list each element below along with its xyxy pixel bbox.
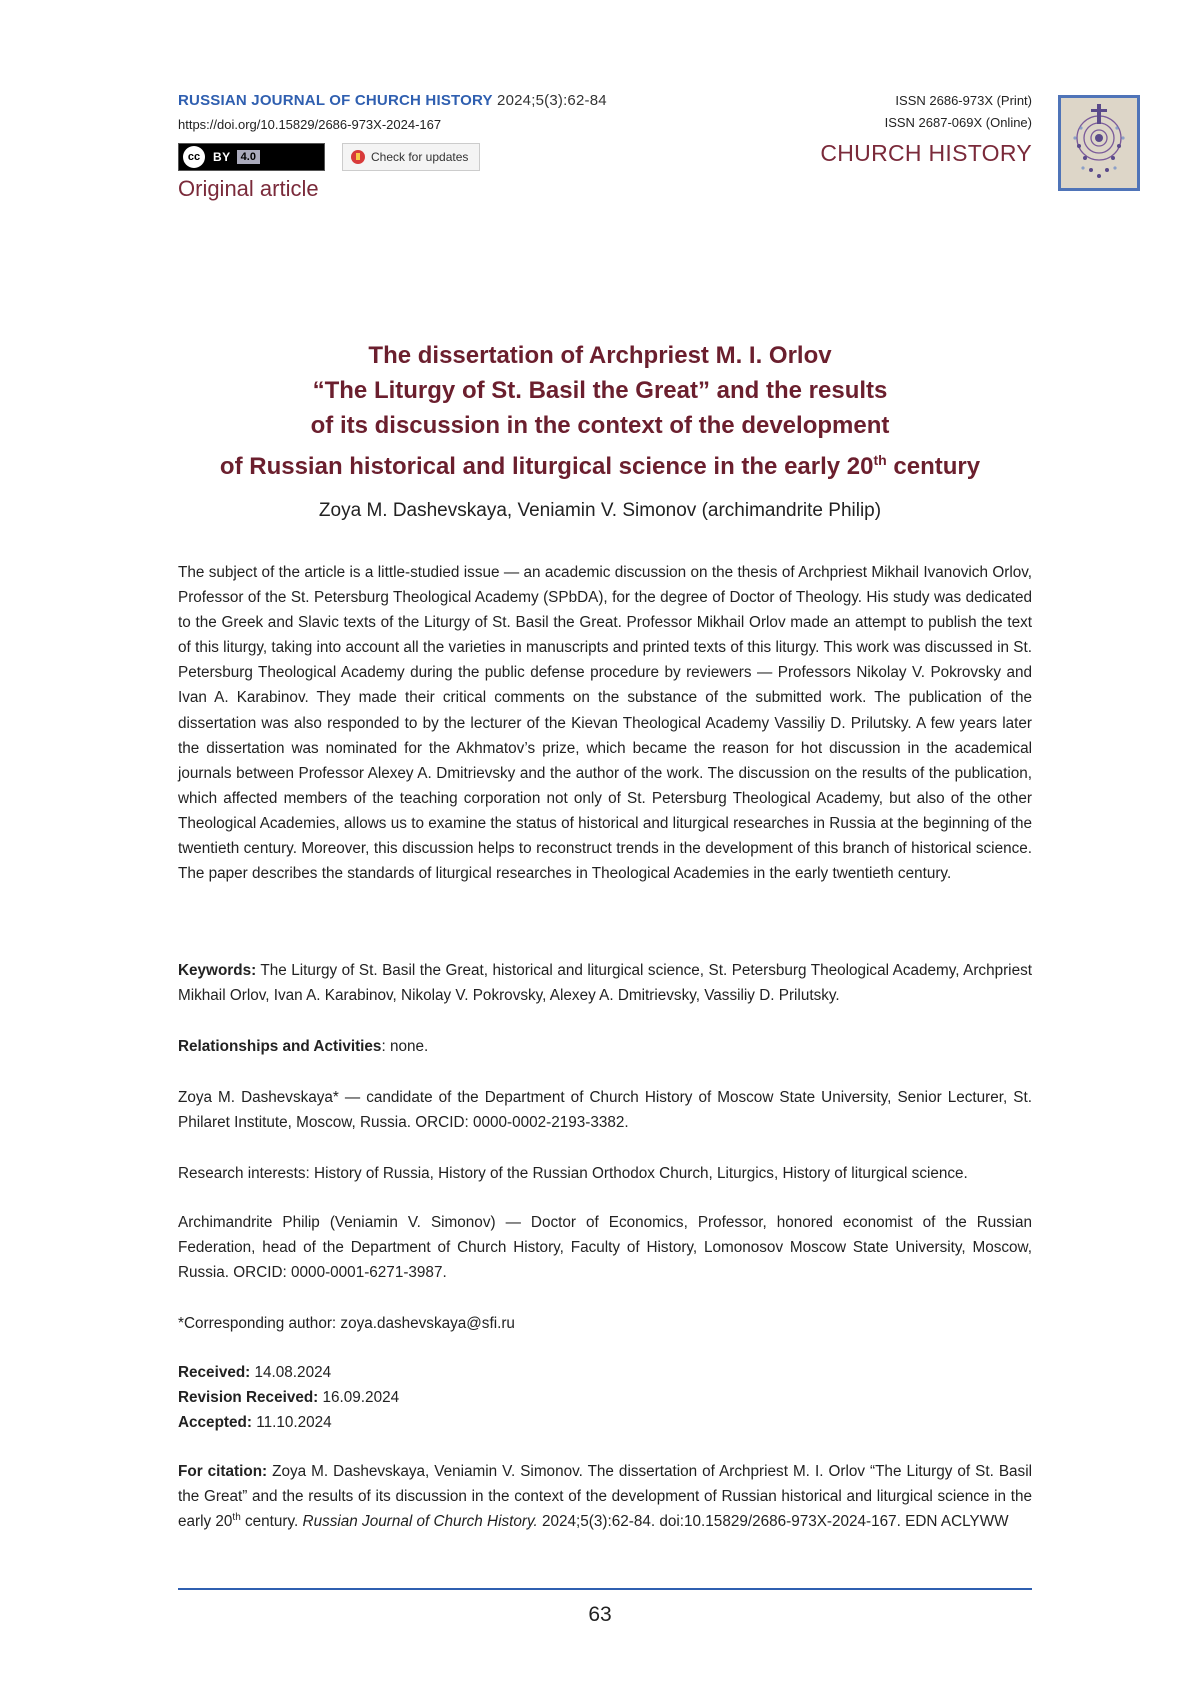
title-line-1: The dissertation of Archpriest M. I. Orlov — [368, 342, 832, 369]
journal-line — [178, 92, 607, 109]
citation: For citation: Zoya M. Dashevskaya, Veniamin V. Simonov. The dissertation of Archpriest M. I. Orlov “The Liturgy of St. Basil the Great” and the results of its discussion in the context of the development of Russian historical and liturgical science in the early 20th century. Russian Journal of Church History. 2024;5(3):62-84. doi:10.15829/2686-973X-2024-167. EDN ACLYWW — [178, 1463, 1032, 1531]
title-line-2: “The Liturgy of St. Basil the Great” and the results — [312, 377, 888, 404]
citation-journal: Russian Journal of Church History. — [302, 1513, 538, 1531]
cc-version: 4.0 — [237, 150, 260, 164]
journal-short-title: CHURCH HISTORY — [820, 140, 1032, 166]
crossmark-icon — [351, 150, 365, 164]
relationships-text: : none. — [381, 1038, 429, 1055]
check-for-updates-button[interactable] — [342, 143, 480, 171]
revision-date: Revision Received: 16.09.2024 — [178, 1389, 400, 1406]
relationships-label: Relationships and Activities — [178, 1038, 382, 1055]
issn-online: ISSN 2687-069X (Online) — [884, 115, 1032, 130]
journal-issue: 2024;5(3):62-84 — [492, 92, 607, 109]
received-date: Received: 14.08.2024 — [178, 1364, 332, 1381]
page-number: 63 — [588, 1603, 612, 1626]
keywords — [178, 958, 1032, 1008]
citation-label: For citation: — [178, 1463, 268, 1480]
abstract: The subject of the article is a little-studied issue — an academic discussion on the thesis of Archpriest Mikhail Ivanovich Orlov, Professor of the St. Petersburg Theological Academy (SPbDA), for the degree of Doctor of Theology. His study was dedicated to the Greek and Slavic texts of the Liturgy of St. Basil the Great. Professor Mikhail Orlov made an attempt to publish the text of this liturgy, taking into account all the varieties in manuscripts and printed texts of this liturgy. This work was discussed in St. Petersburg Theological Academy during the public defense procedure by reviewers — Professors Nikolay V. Pokrovsky and Ivan A. Karabinov. They made their critical comments on the substance of the submitted work. The publication of the dissertation was also responded to by the lecturer of the Kievan Theological Academy Vassiliy D. Prilutsky. A few years later the dissertation was nominated for the Akhmatov’s prize, which became the reason for hot discussion in the academical journals between Professor Alexey A. Dmitrievsky and the author of the work. The discussion on the results of the publication, which affected members of the teaching corporation not only of St. Petersburg Theological Academy, but also of the other Theological Academies, allows us to examine the status of historical and liturgical researches in Russia at the beginning of the twentieth century. Moreover, this discussion helps to reconstruct trends in the development of this branch of historical science. The paper describes the standards of liturgical researches in Theological Academies in the early twentieth century. — [178, 564, 1032, 883]
cc-by-label: BY — [213, 150, 231, 164]
footer-divider — [178, 1588, 1032, 1590]
article-title — [150, 338, 1050, 484]
keywords-label: Keywords: — [178, 962, 257, 979]
issn-print: ISSN 2686-973X (Print) — [895, 93, 1032, 108]
title-line-3: of its discussion in the context of the development — [310, 412, 890, 439]
doi-link[interactable]: https://doi.org/10.15829/2686-973X-2024-167 — [178, 117, 442, 132]
check-updates-label: Check for updates — [371, 150, 469, 164]
relationships — [178, 1034, 1032, 1059]
cc-license-badge[interactable] — [178, 143, 325, 171]
journal-name: RUSSIAN JOURNAL OF CHURCH HISTORY — [178, 92, 493, 109]
journal-logo-icon — [1058, 95, 1140, 191]
cc-icon: cc — [183, 146, 205, 168]
author-2-info: Archimandrite Philip (Veniamin V. Simonov) — Doctor of Economics, Professor, honored economist of the Russian Federation, head of the Department of Church History, Faculty of History, Lomonosov Moscow State University, Moscow, Russia. ORCID: 0000-0001-6271-3987. — [178, 1214, 1032, 1282]
article-dates — [178, 1360, 399, 1435]
research-interests: Research interests: History of Russia, History of the Russian Orthodox Church, Liturgics, History of liturgical science. — [178, 1165, 968, 1182]
article-type: Original article — [178, 176, 319, 201]
author-1-info: Zoya M. Dashevskaya* — candidate of the Department of Church History of Moscow State University, Senior Lecturer, St. Philaret Institute, Moscow, Russia. ORCID: 0000-0002-2193-3382. — [178, 1089, 1032, 1132]
accepted-date: Accepted: 11.10.2024 — [178, 1414, 332, 1431]
title-line-4: of Russian historical and liturgical science in the early 20th century — [219, 452, 981, 480]
keywords-text: The Liturgy of St. Basil the Great, historical and liturgical science, St. Petersburg Theological Academy, Archpriest Mikhail Orlov, Ivan A. Karabinov, Nikolay V. Pokrovsky, Alexey A. Dmitrievsky, Vassiliy D. Prilutsky. — [178, 962, 1032, 1005]
authors: Zoya M. Dashevskaya, Veniamin V. Simonov (archimandrite Philip) — [318, 500, 882, 521]
corresponding-author[interactable]: *Corresponding author: zoya.dashevskaya@sfi.ru — [178, 1315, 515, 1332]
